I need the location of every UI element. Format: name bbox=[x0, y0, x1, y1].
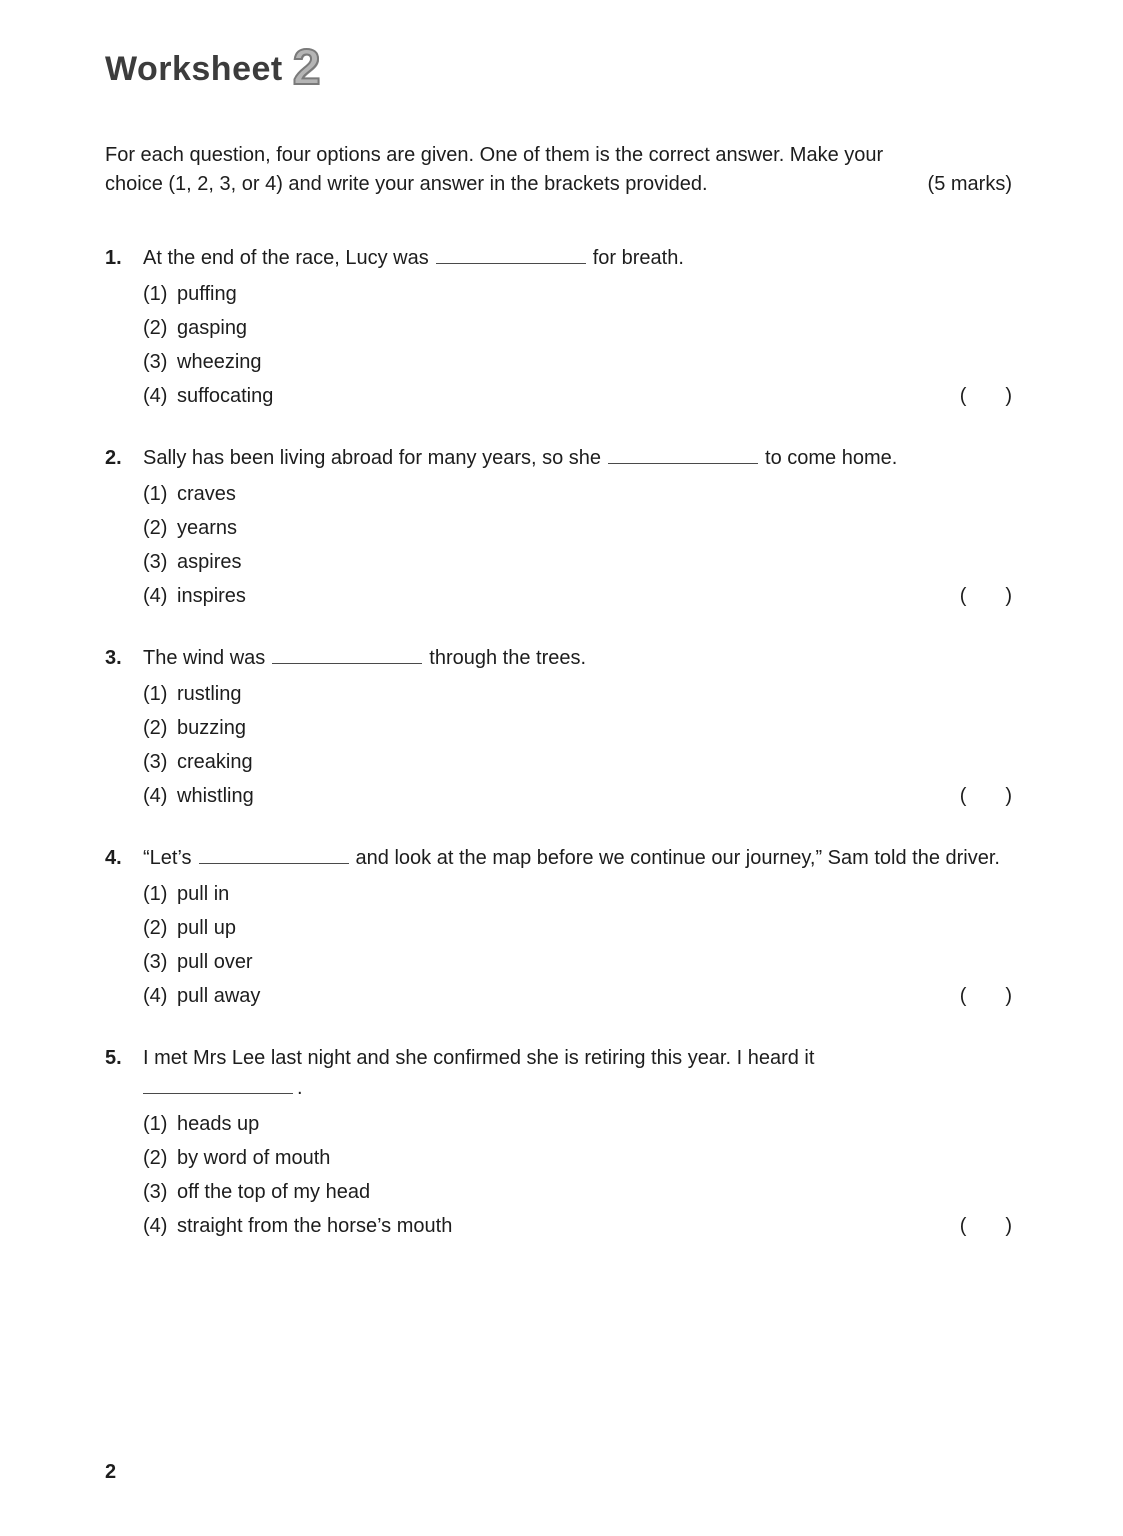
option-row bbox=[143, 277, 1012, 311]
option-row bbox=[143, 1141, 1012, 1175]
option-label: wheezing bbox=[177, 350, 262, 373]
marks-label: (5 marks) bbox=[927, 172, 1012, 195]
option-number: (3) bbox=[143, 550, 168, 573]
option-label: pull in bbox=[177, 882, 230, 905]
question-number: 2. bbox=[105, 446, 122, 469]
stem-before: At the end of the race, Lucy was bbox=[143, 246, 429, 269]
option-row bbox=[143, 877, 1012, 911]
page-number: 2 bbox=[105, 1461, 117, 1483]
worksheet-number: 2 bbox=[292, 39, 322, 95]
option-number: (4) bbox=[143, 384, 168, 407]
option-row bbox=[143, 779, 1012, 813]
option-number: (1) bbox=[143, 682, 168, 705]
question-stem bbox=[143, 243, 1012, 273]
blank-line bbox=[199, 863, 349, 864]
question-3 bbox=[105, 643, 1012, 813]
answer-bracket: ( ) bbox=[959, 984, 1012, 1007]
stem-after: to come home. bbox=[765, 446, 898, 469]
option-label: yearns bbox=[177, 516, 238, 539]
option-row bbox=[143, 477, 1012, 511]
option-number: (4) bbox=[143, 984, 168, 1007]
option-number: (4) bbox=[143, 784, 168, 807]
question-5 bbox=[105, 1043, 1012, 1243]
stem-before: I met Mrs Lee last night and she confirmed she is retiring this year. I heard it bbox=[143, 1046, 815, 1069]
option-label: rustling bbox=[177, 682, 242, 705]
option-label: buzzing bbox=[177, 716, 246, 739]
option-number: (2) bbox=[143, 916, 168, 939]
stem-before: Sally has been living abroad for many years, so she bbox=[143, 446, 602, 469]
option-number: (3) bbox=[143, 350, 168, 373]
option-row bbox=[143, 1175, 1012, 1209]
question-stem bbox=[143, 1043, 1012, 1103]
option-number: (3) bbox=[143, 750, 168, 773]
option-label: suffocating bbox=[177, 384, 274, 407]
option-label: straight from the horse’s mouth bbox=[177, 1214, 453, 1237]
blank-line bbox=[143, 1093, 293, 1094]
option-row bbox=[143, 945, 1012, 979]
option-label: heads up bbox=[177, 1112, 260, 1135]
question-stem bbox=[143, 443, 1012, 473]
worksheet-title-text: Worksheet bbox=[105, 49, 283, 88]
option-number: (3) bbox=[143, 1180, 168, 1203]
question-number: 3. bbox=[105, 646, 122, 669]
option-number: (2) bbox=[143, 316, 168, 339]
stem-after: and look at the map before we continue our journey,” Sam told the driver. bbox=[355, 846, 1000, 869]
option-label: creaking bbox=[177, 750, 253, 773]
option-row bbox=[143, 345, 1012, 379]
question-number: 4. bbox=[105, 846, 122, 869]
question-stem bbox=[143, 643, 1012, 673]
option-row bbox=[143, 511, 1012, 545]
stem-before: The wind was bbox=[143, 646, 266, 669]
option-number: (3) bbox=[143, 950, 168, 973]
question-1 bbox=[105, 243, 1012, 413]
option-number: (4) bbox=[143, 1214, 168, 1237]
option-label: puffing bbox=[177, 282, 237, 305]
option-label: craves bbox=[177, 482, 236, 505]
stem-before: “Let’s bbox=[143, 846, 192, 869]
blank-line bbox=[272, 663, 422, 664]
option-row bbox=[143, 1209, 1012, 1243]
option-row bbox=[143, 1107, 1012, 1141]
page-title bbox=[105, 39, 1012, 95]
option-label: whistling bbox=[177, 784, 254, 807]
option-label: aspires bbox=[177, 550, 242, 573]
option-label: by word of mouth bbox=[177, 1146, 331, 1169]
option-label: off the top of my head bbox=[177, 1180, 371, 1203]
option-number: (2) bbox=[143, 516, 168, 539]
question-number: 1. bbox=[105, 246, 122, 269]
option-row bbox=[143, 677, 1012, 711]
answer-bracket: ( ) bbox=[959, 1214, 1012, 1237]
stem-after: . bbox=[297, 1076, 303, 1099]
question-number: 5. bbox=[105, 1046, 122, 1069]
question-4 bbox=[105, 843, 1012, 1013]
option-row bbox=[143, 579, 1012, 613]
answer-bracket: ( ) bbox=[959, 584, 1012, 607]
option-row bbox=[143, 911, 1012, 945]
question-2 bbox=[105, 443, 1012, 613]
option-label: gasping bbox=[177, 316, 248, 339]
instructions-text: For each question, four options are given. One of them is the correct answer. Make your choice (1, 2, 3, or 4) and write your answer in the brackets provided. bbox=[105, 143, 884, 195]
option-row bbox=[143, 379, 1012, 413]
option-label: pull up bbox=[177, 916, 236, 939]
option-number: (4) bbox=[143, 584, 168, 607]
option-number: (1) bbox=[143, 882, 168, 905]
option-number: (1) bbox=[143, 482, 168, 505]
option-label: inspires bbox=[177, 584, 246, 607]
question-stem bbox=[143, 843, 1012, 873]
option-row bbox=[143, 711, 1012, 745]
blank-line bbox=[436, 263, 586, 264]
option-row bbox=[143, 979, 1012, 1013]
option-row bbox=[143, 311, 1012, 345]
option-row bbox=[143, 545, 1012, 579]
blank-line bbox=[608, 463, 758, 464]
option-number: (2) bbox=[143, 1146, 168, 1169]
stem-after: for breath. bbox=[592, 246, 684, 269]
option-label: pull over bbox=[177, 950, 253, 973]
option-label: pull away bbox=[177, 984, 261, 1007]
option-number: (1) bbox=[143, 282, 168, 305]
stem-after: through the trees. bbox=[429, 646, 587, 669]
answer-bracket: ( ) bbox=[959, 384, 1012, 407]
answer-bracket: ( ) bbox=[959, 784, 1012, 807]
option-number: (1) bbox=[143, 1112, 168, 1135]
instructions bbox=[105, 141, 1012, 199]
option-row bbox=[143, 745, 1012, 779]
option-number: (2) bbox=[143, 716, 168, 739]
